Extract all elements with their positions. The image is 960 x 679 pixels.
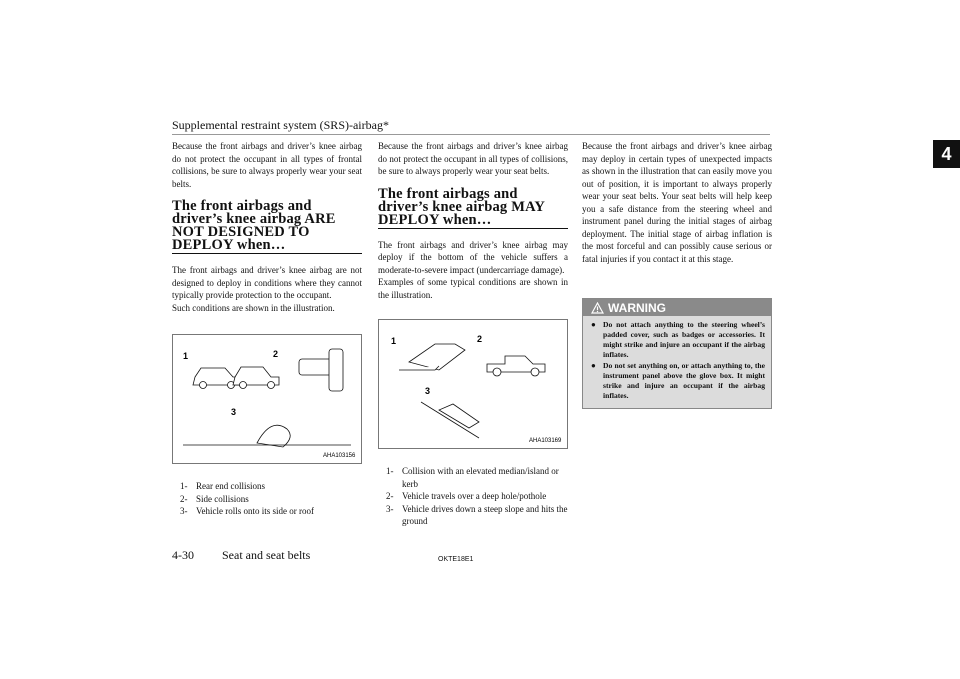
col1-captions [172, 480, 362, 518]
warning-box [582, 298, 772, 409]
page-number: 4-30 [172, 548, 194, 562]
undercarriage-illustration [379, 320, 567, 448]
col2-captions [378, 465, 568, 528]
section-tab: 4 [933, 140, 960, 168]
caption-item: 3- Vehicle drives down a steep slope and hits the ground [386, 503, 568, 526]
document-code: OKTE18E1 [438, 556, 474, 563]
warning-title: WARNING [608, 300, 666, 315]
fig1-label-2: 2 [273, 349, 279, 359]
illustration-no-deploy [172, 334, 362, 464]
chapter-title: Seat and seat belts [222, 548, 311, 562]
caption-item: 3- Vehicle rolls onto its side or roof [180, 506, 314, 516]
bullet-icon: ● [591, 320, 596, 329]
caption-item: 2- Side collisions [180, 493, 249, 504]
caption-item: 1- Rear end collisions [180, 481, 265, 491]
caption-item: 2- Vehicle travels over a deep hole/pothole [386, 491, 547, 501]
col3-body: Because the front airbags and driver’s knee airbag may deploy in certain types of unexpected impacts as shown in the illustration that can easily move you out of position, it is important to always properly wear your seat belts. Your seat belts will help keep you a safe distance from the steering wheel and instrument panel during the initial stages of airbag deployment. The initial stage of airbag inflation is the most forceful and can possibly cause serious or fatal injuries if you contact it at this stage. [582, 141, 772, 264]
col1-body1: The front airbags and driver’s knee airbag are not designed to deploy in conditions where they cannot typically provide protection to the occupant. [172, 265, 362, 300]
collision-illustration [173, 335, 361, 463]
col2-body2: Examples of some typical conditions are shown in the illustration. [378, 277, 568, 300]
fig2-label-1: 1 [391, 336, 397, 346]
caption-item: 1- Collision with an elevated median/island or kerb [386, 466, 559, 489]
fig2-code: AHA103169 [529, 438, 562, 444]
fig2-label-3: 3 [425, 386, 431, 396]
fig1-label-1: 1 [183, 351, 189, 361]
col1-intro: Because the front airbags and driver’s knee airbag do not protect the occupant in all types of frontal collisions, be sure to always properly wear your seat belts. [172, 141, 362, 189]
illustration-may-deploy [378, 319, 568, 449]
running-header: Supplemental restraint system (SRS)-airbag* [172, 118, 389, 132]
warning-triangle-icon [591, 302, 604, 314]
col2-intro: Because the front airbags and driver’s knee airbag do not protect the occupant in all types of collisions, be sure to always properly wear your seat belts. [378, 141, 568, 176]
fig2-label-2: 2 [477, 334, 483, 344]
warning-item: ● Do not set anything on, or attach anything to, the instrument panel above the glove box. It might strike and injure an occupant if the airbag inflates. [591, 361, 765, 400]
bullet-icon: ● [591, 361, 596, 370]
warning-body [583, 316, 771, 408]
column-3 [582, 140, 772, 265]
warning-item: ● Do not attach anything to the steering wheel’s padded cover, such as badges or accessories. It might strike and injure an occupant if the airbag inflates. [591, 320, 765, 359]
column-1 [172, 140, 362, 518]
fig1-code: AHA103156 [323, 453, 356, 459]
col2-heading: The front airbags and driver’s knee airbag MAY DEPLOY when… [378, 188, 568, 229]
fig1-label-3: 3 [231, 407, 237, 417]
header-rule [172, 134, 770, 135]
col1-heading: The front airbags and driver’s knee airbag ARE NOT DESIGNED TO DEPLOY when… [172, 200, 362, 254]
col2-body1: The front airbags and driver’s knee airbag may deploy if the bottom of the vehicle suffers a moderate-to-severe impact (undercarriage damage). [378, 239, 568, 275]
warning-header [583, 299, 771, 316]
column-2 [378, 140, 568, 528]
col1-body2: Such conditions are shown in the illustration. [172, 302, 335, 313]
